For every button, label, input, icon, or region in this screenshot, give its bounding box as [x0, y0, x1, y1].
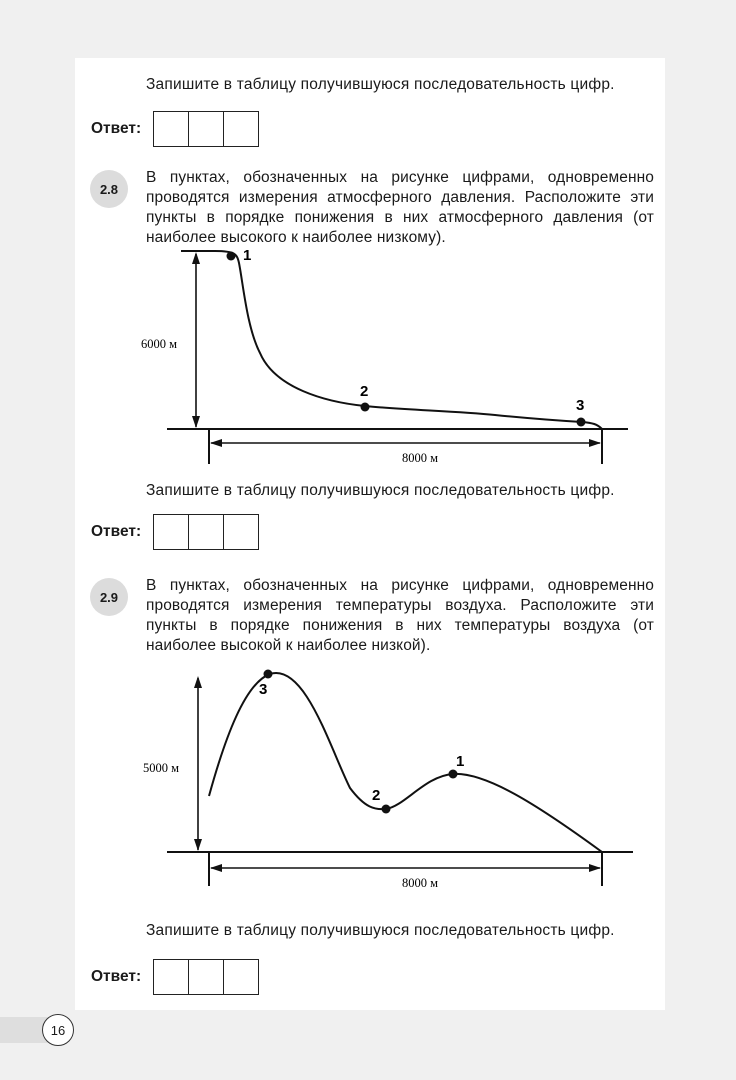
- instruction-text: Запишите в таблицу получившуюся последовательность цифр.: [146, 482, 615, 499]
- point-label-2: 2: [372, 787, 381, 804]
- point-marker-3: [264, 670, 273, 679]
- width-arrow-head-right: [589, 864, 601, 872]
- task-text: В пунктах, обозначенных на рисунке цифрами, одновременно проводятся измерения температуры воздуха. Расположите эти пункты в порядке понижения в них температуры воздуха (от наиболее высокой к наиболее низкой).: [146, 577, 654, 654]
- answer-cell-3[interactable]: [224, 960, 258, 994]
- height-label: 5000 м: [143, 761, 180, 775]
- workbook-page: [75, 58, 665, 1010]
- task-number-badge: 2.8: [90, 170, 128, 208]
- width-label: 8000 м: [402, 876, 439, 890]
- point-label-1: 1: [243, 247, 252, 264]
- height-arrow-head-top: [194, 676, 202, 688]
- point-marker-2: [382, 805, 391, 814]
- page-number: 16: [42, 1014, 74, 1046]
- point-label-3: 3: [576, 397, 585, 414]
- answer-label: Ответ:: [91, 523, 142, 540]
- task-text: В пунктах, обозначенных на рисунке цифрами, одновременно проводятся измерения атмосферного давления. Расположите эти пункты в порядке понижения в них атмосферного давления (от наиболее высокого к наиболее низкому).: [146, 169, 654, 246]
- width-arrow-head-left: [210, 864, 222, 872]
- point-marker-1: [449, 770, 458, 779]
- answer-label: Ответ:: [91, 120, 142, 137]
- temperature-profile-diagram: [75, 58, 665, 938]
- answer-cell-1[interactable]: [154, 960, 189, 994]
- height-arrow-head-bottom: [194, 839, 202, 851]
- terrain-profile: [209, 673, 602, 852]
- task-number-badge: 2.9: [90, 578, 128, 616]
- point-label-2: 2: [360, 383, 369, 400]
- answer-label: Ответ:: [91, 968, 142, 985]
- point-label-3: 3: [259, 681, 268, 698]
- answer-boxes: [153, 959, 259, 995]
- answer-cell-2[interactable]: [189, 960, 224, 994]
- height-label: 6000 м: [141, 337, 178, 351]
- instruction-text: Запишите в таблицу получившуюся последовательность цифр.: [146, 76, 615, 93]
- width-label: 8000 м: [402, 451, 439, 465]
- point-label-1: 1: [456, 753, 465, 770]
- instruction-text: Запишите в таблицу получившуюся последовательность цифр.: [146, 922, 615, 939]
